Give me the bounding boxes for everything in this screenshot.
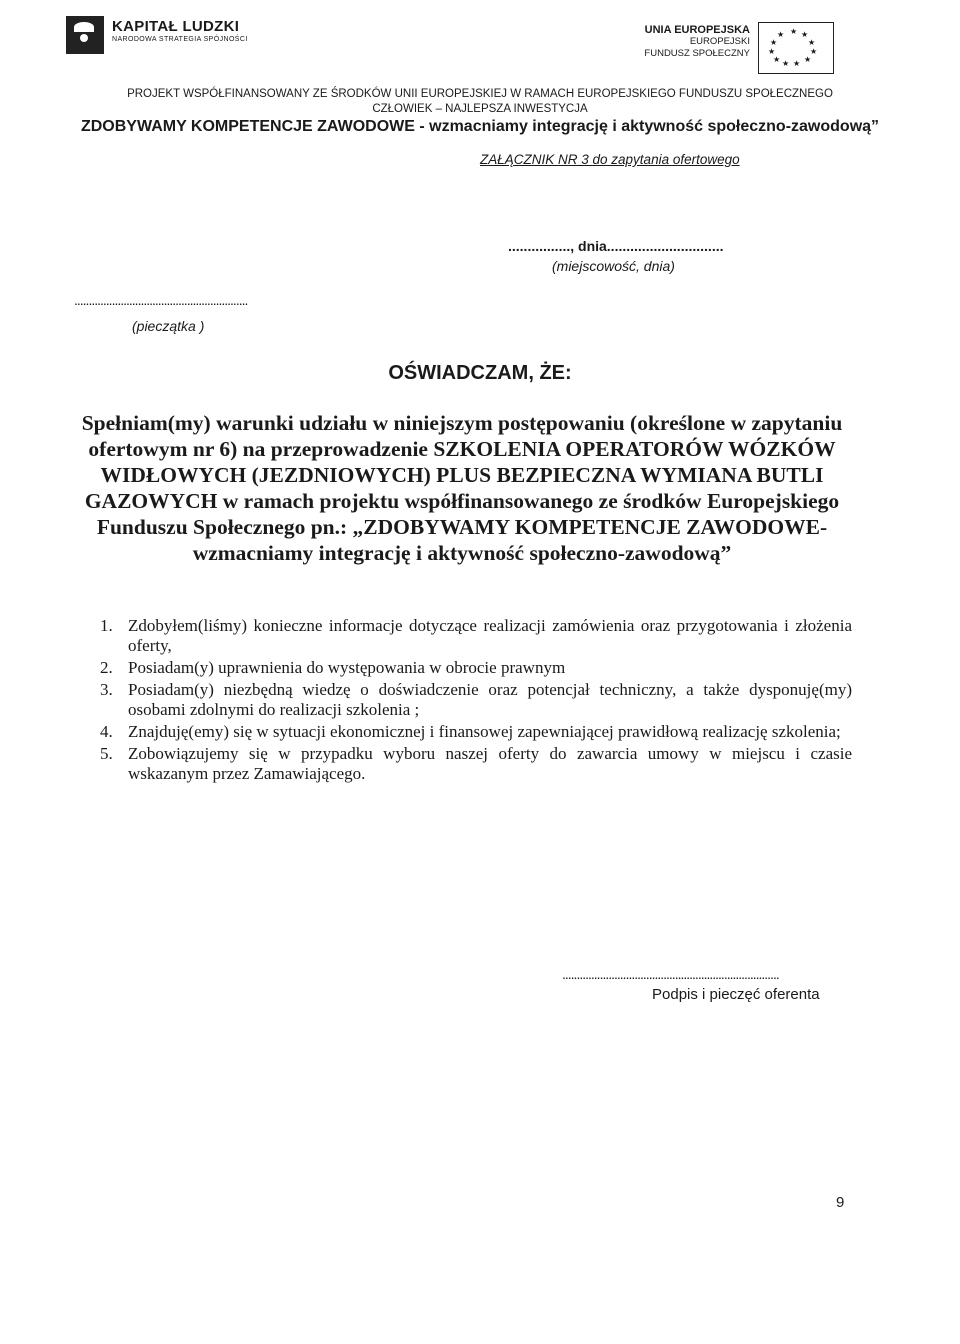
list-item bbox=[100, 722, 852, 742]
eu-flag-icon: ★ ★ ★ ★ ★ ★ ★ ★ ★ ★ ★ bbox=[758, 22, 834, 74]
project-line-1: PROJEKT WSPÓŁFINANSOWANY ZE ŚRODKÓW UNII EUROPEJSKIEJ W RAMACH EUROPEJSKIEGO FUNDUSZU SPOŁECZNEGO bbox=[127, 88, 833, 100]
list-item bbox=[100, 616, 852, 656]
item-text: Posiadam(y) uprawnienia do występowania w obrocie prawnym bbox=[128, 658, 566, 677]
stamp-hint: (pieczątka ) bbox=[132, 318, 205, 334]
place-date-hint: (miejscowość, dnia) bbox=[552, 258, 675, 274]
declaration-title: OŚWIADCZAM, ŻE: bbox=[388, 362, 572, 384]
project-line-2: CZŁOWIEK – NAJLEPSZA INWESTYCJA bbox=[372, 103, 588, 115]
declaration-items bbox=[100, 616, 852, 786]
eu-line-1: UNIA EUROPEJSKA bbox=[644, 24, 750, 36]
item-text: Znajduję(emy) się w sytuacji ekonomicznej i finansowej zapewniającej prawidłową realizację szkolenia; bbox=[128, 722, 841, 741]
item-number: 1. bbox=[100, 616, 113, 635]
item-text: Zobowiązujemy się w przypadku wyboru naszej oferty do zawarcia umowy w miejscu i czasie wskazanym przez Zamawiającego. bbox=[128, 744, 852, 783]
logo-title: KAPITAŁ LUDZKI bbox=[112, 18, 240, 35]
list-item bbox=[100, 744, 852, 784]
eu-line-3: FUNDUSZ SPOŁECZNY bbox=[644, 48, 750, 59]
declaration-text: Spełniam(my) warunki udziału w niniejszym postępowaniu (określone w zapytaniu ofertowym nr 6) na przeprowadzenie SZKOLENIA OPERATORÓW WÓZKÓW WIDŁOWYCH (JEZDNIOWYCH) PLUS BEZPIECZNA WYMIANA BUTLI GAZOWYCH w ramach projektu współfinansowanego ze środków Europejskiego Funduszu Społecznego pn.: „ZDOBYWAMY KOMPETENCJE ZAWODOWE- wzmacniamy integrację i aktywność społeczno-zawodową” bbox=[81, 411, 843, 565]
place-date-field: ................, dnia.............................. bbox=[508, 238, 724, 254]
project-title: ZDOBYWAMY KOMPETENCJE ZAWODOWE - wzmacniamy integrację i aktywność społeczno-zawodową” bbox=[80, 118, 880, 135]
attachment-label: ZAŁĄCZNIK NR 3 do zapytania ofertowego bbox=[480, 152, 740, 167]
stamp-field: ............................................................ bbox=[74, 292, 248, 308]
logo-subtitle: NARODOWA STRATEGIA SPÓJNOŚCI bbox=[112, 36, 248, 43]
item-number: 5. bbox=[100, 744, 113, 763]
page-number: 9 bbox=[836, 1194, 845, 1211]
item-number: 3. bbox=[100, 680, 113, 699]
kapital-ludzki-logo bbox=[66, 14, 266, 54]
item-number: 2. bbox=[100, 658, 113, 677]
list-item bbox=[100, 658, 852, 678]
item-text: Zdobyłem(liśmy) konieczne informacje dotyczące realizacji zamówienia oraz przygotowania i złożenia oferty, bbox=[128, 616, 852, 655]
signature-label: Podpis i pieczęć oferenta bbox=[652, 986, 820, 1003]
eu-line-2: EUROPEJSKI bbox=[689, 36, 750, 47]
item-number: 4. bbox=[100, 722, 113, 741]
eu-logo-text bbox=[510, 24, 750, 60]
item-text: Posiadam(y) niezbędną wiedzę o doświadczenie oraz potencjał techniczny, a także dysponuję(my) osobami zdolnymi do realizacji szkolenia ; bbox=[128, 680, 852, 719]
list-item bbox=[100, 680, 852, 720]
human-figure-icon bbox=[66, 16, 104, 54]
signature-line: ........................................................................... bbox=[562, 966, 779, 982]
